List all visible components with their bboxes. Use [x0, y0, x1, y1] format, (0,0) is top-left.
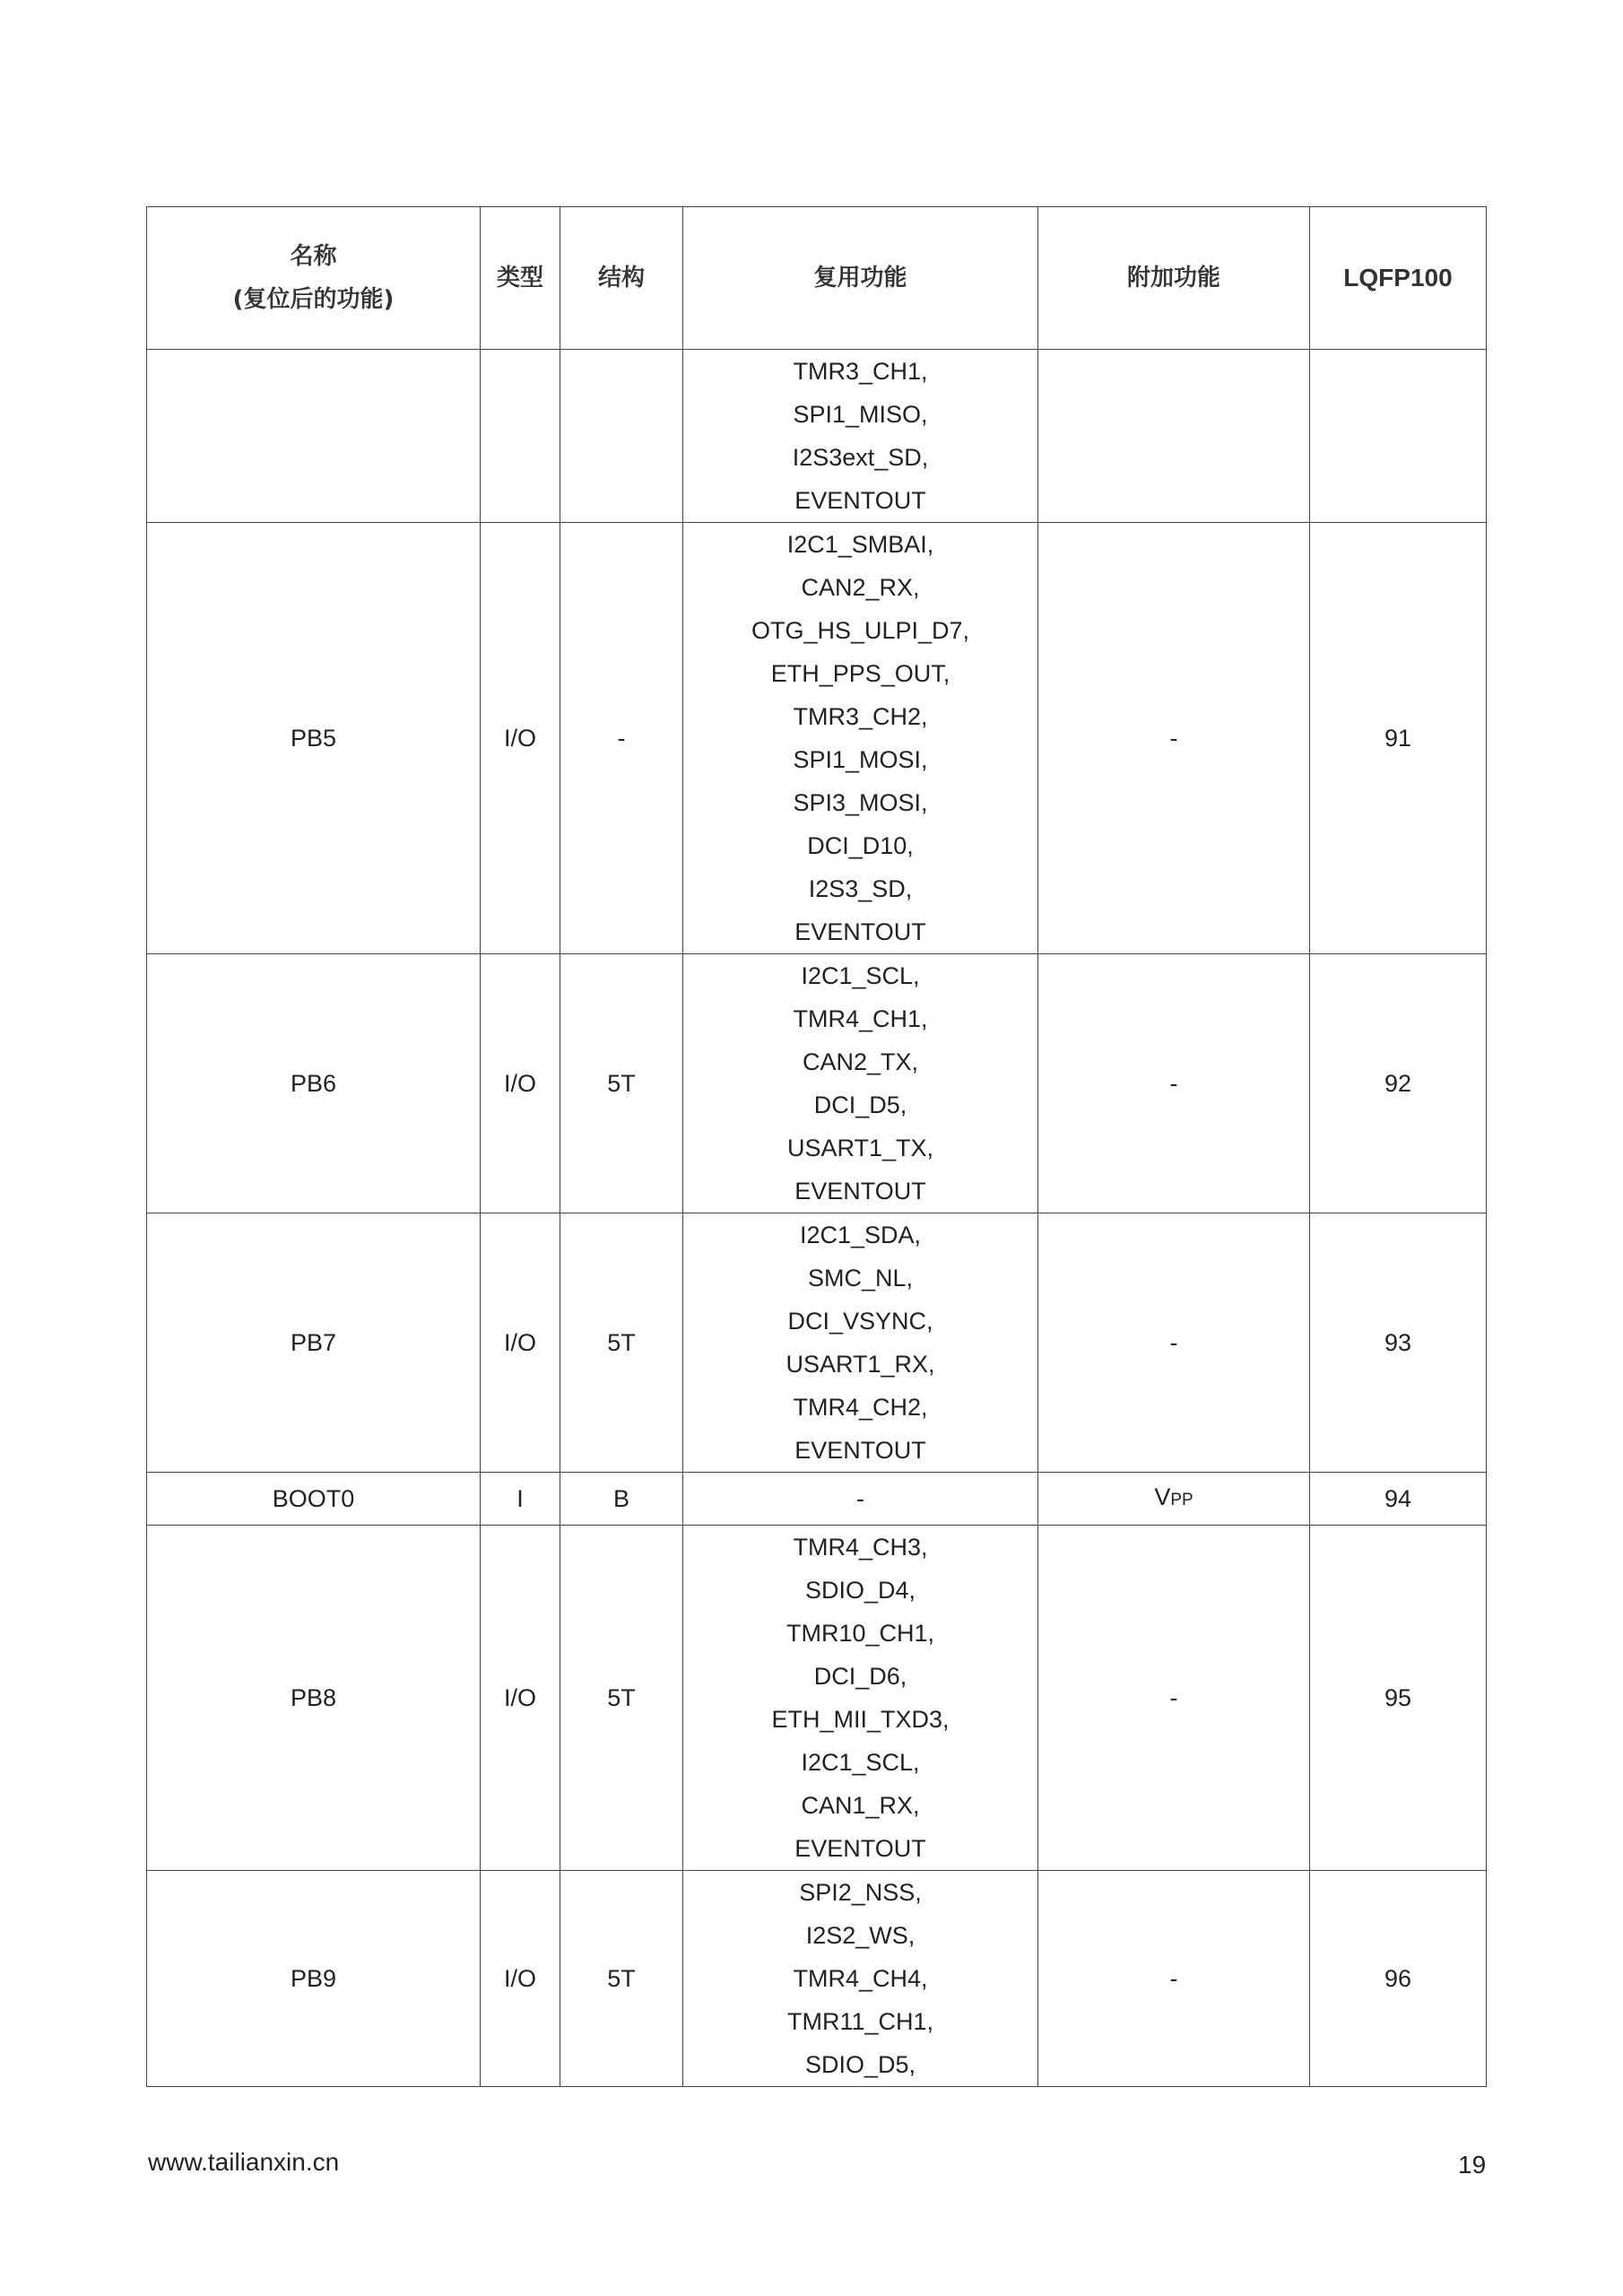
pin-name: PB6 [147, 954, 481, 1213]
pin-structure: 5T [560, 1871, 683, 2087]
alt-function: DCI_D5, [813, 1091, 907, 1118]
pin-number: 92 [1310, 954, 1487, 1213]
alt-function: I2C1_SMBAI, [786, 531, 934, 558]
header-package: LQFP100 [1310, 207, 1487, 350]
pin-number: 91 [1310, 523, 1487, 954]
pin-structure: B [560, 1473, 683, 1526]
alt-function: EVENTOUT [794, 1178, 926, 1205]
pin-type [481, 350, 560, 523]
pin-name: BOOT0 [147, 1473, 481, 1526]
pin-type: I/O [481, 1871, 560, 2087]
alt-function: DCI_D6, [813, 1663, 907, 1690]
alt-function: SPI1_MOSI, [793, 746, 928, 773]
pin-type: I/O [481, 1213, 560, 1473]
alt-function: CAN1_RX, [801, 1792, 920, 1819]
pin-type: I [481, 1473, 560, 1526]
alt-function: CAN2_RX, [801, 574, 920, 601]
pin-number [1310, 350, 1487, 523]
pin-type: I/O [481, 523, 560, 954]
pin-structure [560, 350, 683, 523]
pin-structure: 5T [560, 1213, 683, 1473]
alt-function: TMR3_CH1, [793, 358, 928, 385]
header-additional: 附加功能 [1038, 207, 1310, 350]
alt-function: USART1_TX, [786, 1135, 934, 1161]
table-row [147, 954, 1487, 1213]
alt-function: I2S3ext_SD, [792, 444, 929, 471]
alt-function: USART1_RX, [785, 1351, 935, 1378]
header-name: 名称 (复位后的功能) [147, 207, 481, 350]
table-row [147, 1473, 1487, 1526]
page-number: 19 [1458, 2151, 1487, 2179]
alt-function: TMR4_CH1, [793, 1005, 928, 1032]
pin-name: PB9 [147, 1871, 481, 2087]
table-row [147, 350, 1487, 523]
alt-functions [683, 1473, 1038, 1526]
alt-function: I2S2_WS, [805, 1922, 916, 1949]
header-row [147, 207, 1487, 350]
additional-function: - [1038, 1871, 1310, 2087]
alt-function: I2C1_SCL, [801, 1749, 920, 1776]
additional-function: - [1038, 1526, 1310, 1871]
alt-function: EVENTOUT [794, 1835, 926, 1862]
alt-function: TMR4_CH3, [793, 1534, 928, 1561]
pin-number: 95 [1310, 1526, 1487, 1871]
alt-function: ETH_PPS_OUT, [770, 660, 950, 687]
alt-function: EVENTOUT [794, 487, 926, 514]
alt-function: EVENTOUT [794, 1437, 926, 1464]
table-row [147, 523, 1487, 954]
header-type: 类型 [481, 207, 560, 350]
footer-website-link[interactable]: www.tailianxin.cn [148, 2148, 340, 2176]
alt-function: TMR4_CH4, [793, 1965, 928, 1992]
alt-function: TMR3_CH2, [793, 703, 928, 730]
pin-structure: - [560, 523, 683, 954]
pin-type: I/O [481, 954, 560, 1213]
alt-function: - [856, 1485, 864, 1512]
pin-name [147, 350, 481, 523]
pin-name: PB5 [147, 523, 481, 954]
alt-functions [683, 1871, 1038, 2087]
alt-functions [683, 1526, 1038, 1871]
additional-function: - [1038, 523, 1310, 954]
alt-function: ETH_MII_TXD3, [771, 1706, 950, 1733]
alt-function: I2C1_SCL, [801, 962, 920, 989]
alt-function: TMR11_CH1, [786, 2008, 934, 2035]
additional-function: - [1038, 1213, 1310, 1473]
alt-function: DCI_VSYNC, [787, 1308, 933, 1335]
pin-number: 94 [1310, 1473, 1487, 1526]
table-row [147, 1526, 1487, 1871]
header-alt-functions: 复用功能 [683, 207, 1038, 350]
alt-functions [683, 954, 1038, 1213]
additional-function [1038, 350, 1310, 523]
alt-function: TMR4_CH2, [793, 1394, 928, 1421]
table-row [147, 1871, 1487, 2087]
pin-number: 96 [1310, 1871, 1487, 2087]
additional-function: - [1038, 954, 1310, 1213]
pin-structure: 5T [560, 954, 683, 1213]
alt-function: OTG_HS_ULPI_D7, [751, 617, 970, 644]
alt-function: I2C1_SDA, [799, 1222, 922, 1248]
alt-function: EVENTOUT [794, 918, 926, 945]
alt-function: SPI3_MOSI, [793, 789, 928, 816]
alt-functions [683, 350, 1038, 523]
pin-name: PB8 [147, 1526, 481, 1871]
pin-name: PB7 [147, 1213, 481, 1473]
alt-function: DCI_D10, [807, 832, 914, 859]
pin-structure: 5T [560, 1526, 683, 1871]
alt-function: TMR10_CH1, [785, 1620, 935, 1647]
alt-function: SDIO_D4, [804, 1577, 916, 1604]
alt-function: SPI1_MISO, [793, 401, 928, 428]
alt-function: CAN2_TX, [802, 1048, 919, 1075]
header-structure: 结构 [560, 207, 683, 350]
pin-definition-table [146, 206, 1487, 2087]
additional-function: VPP [1038, 1473, 1310, 1526]
alt-functions [683, 1213, 1038, 1473]
table-row [147, 1213, 1487, 1473]
alt-function: SPI2_NSS, [799, 1879, 922, 1906]
alt-function: SDIO_D5, [804, 2051, 916, 2078]
alt-function: I2S3_SD, [808, 875, 913, 902]
pin-type: I/O [481, 1526, 560, 1871]
pin-number: 93 [1310, 1213, 1487, 1473]
alt-function: SMC_NL, [807, 1265, 914, 1292]
alt-functions [683, 523, 1038, 954]
